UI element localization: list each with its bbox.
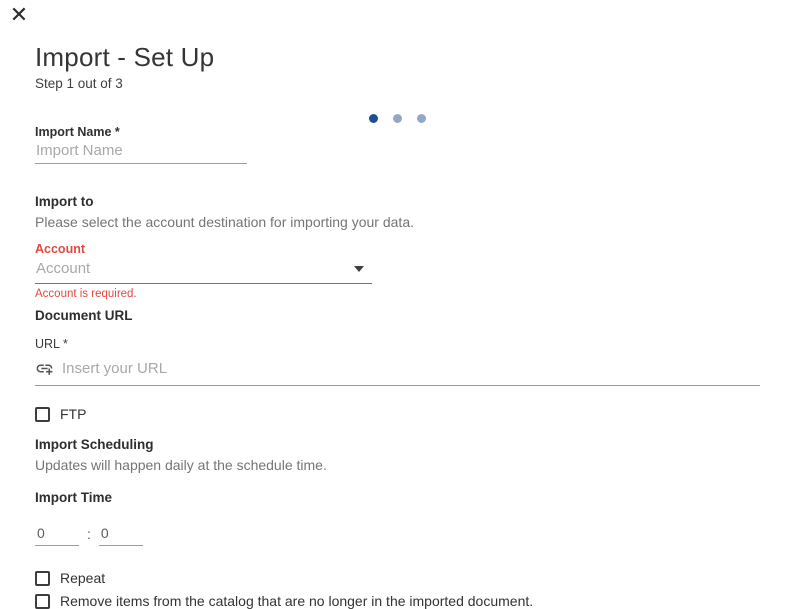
import-time-heading: Import Time [35, 490, 113, 506]
import-scheduling-heading: Import Scheduling [35, 437, 154, 453]
step-subtitle: Step 1 out of 3 [35, 76, 123, 92]
import-scheduling-description: Updates will happen daily at the schedule time. [35, 457, 327, 474]
close-button[interactable] [6, 2, 32, 28]
chevron-down-icon [354, 266, 364, 272]
repeat-label: Repeat [60, 570, 106, 587]
step-dot[interactable] [393, 114, 402, 123]
import-name-input[interactable] [35, 139, 247, 164]
ftp-option [35, 406, 760, 422]
stepper-dots [35, 114, 760, 123]
import-time-hour-input[interactable] [35, 523, 79, 546]
url-label: URL * [35, 337, 68, 352]
page-title: Import - Set Up [35, 42, 215, 72]
account-select-placeholder: Account [36, 260, 91, 278]
document-url-heading: Document URL [35, 308, 133, 324]
step-dot[interactable] [369, 114, 378, 123]
time-separator: : [87, 526, 91, 543]
account-error-message: Account is required. [35, 288, 137, 301]
remove-items-label: Remove items from the catalog that are no longer in the imported document. [60, 593, 534, 609]
repeat-option [35, 570, 760, 586]
ftp-label: FTP [60, 406, 87, 423]
remove-items-checkbox[interactable] [35, 594, 50, 609]
close-icon: ✕ [9, 2, 29, 27]
url-field [35, 355, 760, 386]
account-select[interactable] [35, 256, 372, 284]
add-link-icon [35, 359, 54, 378]
remove-items-option [35, 593, 760, 609]
url-input[interactable] [62, 360, 760, 377]
repeat-checkbox[interactable] [35, 571, 50, 586]
step-dot[interactable] [417, 114, 426, 123]
ftp-checkbox[interactable] [35, 407, 50, 422]
import-to-heading: Import to [35, 194, 94, 210]
account-label: Account [35, 242, 85, 257]
import-to-description: Please select the account destination for importing your data. [35, 214, 414, 231]
import-name-label: Import Name * [35, 125, 120, 140]
import-time-field [35, 523, 760, 546]
import-time-minute-input[interactable] [99, 523, 143, 546]
